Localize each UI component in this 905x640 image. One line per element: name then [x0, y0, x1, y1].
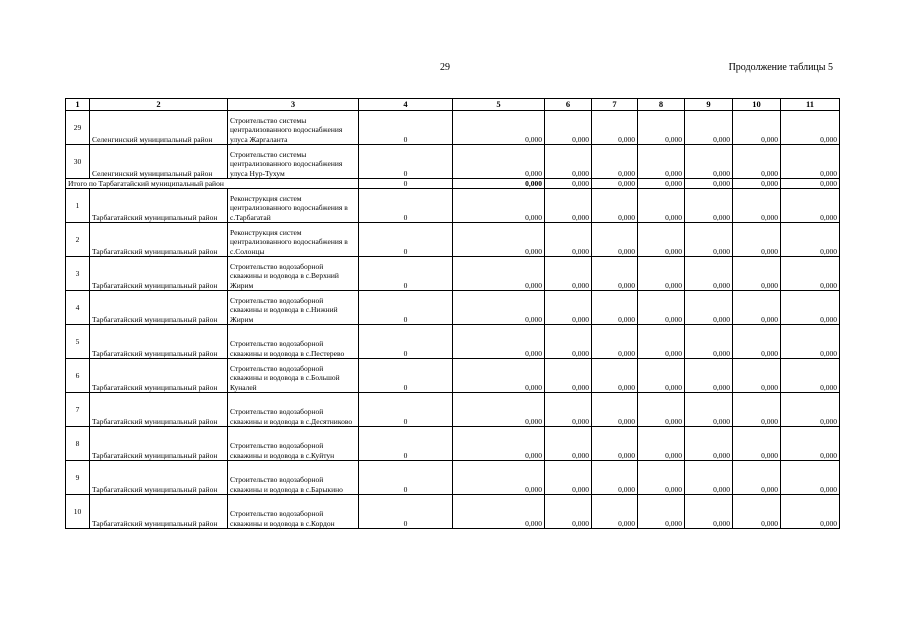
col-header: 6 [545, 99, 592, 111]
table-row [66, 325, 840, 359]
value-cell: 0,000 [453, 325, 545, 359]
value-cell: 0 [359, 111, 453, 145]
value-cell: 0,000 [453, 223, 545, 257]
value-cell: 0,000 [685, 291, 733, 325]
value-cell: 0,000 [733, 223, 781, 257]
value-cell: 0,000 [781, 145, 840, 179]
total-value-cell: 0,000 [638, 179, 685, 189]
project-cell: Строительство водозаборной скважины и водовода в с.Барыкино [228, 461, 359, 495]
value-cell: 0,000 [685, 427, 733, 461]
value-cell: 0,000 [638, 359, 685, 393]
project-cell: Реконструкция систем централизованного водоснабжения в с.Тарбагатай [228, 189, 359, 223]
project-cell: Строительство водозаборной скважины и водовода в с.Большой Куналей [228, 359, 359, 393]
value-cell: 0 [359, 325, 453, 359]
value-cell: 0,000 [685, 325, 733, 359]
table-continuation-label: Продолжение таблицы 5 [728, 62, 833, 73]
value-cell: 0,000 [685, 189, 733, 223]
value-cell: 0,000 [638, 291, 685, 325]
value-cell: 0,000 [545, 111, 592, 145]
row-number-cell: 9 [66, 461, 90, 495]
value-cell: 0,000 [638, 393, 685, 427]
district-cell: Тарбагатайский муниципальный район [90, 495, 228, 529]
value-cell: 0,000 [453, 257, 545, 291]
district-cell: Селенгинский муниципальный район [90, 111, 228, 145]
value-cell: 0,000 [592, 461, 638, 495]
table-row [66, 223, 840, 257]
value-cell: 0,000 [781, 427, 840, 461]
value-cell: 0,000 [453, 111, 545, 145]
value-cell: 0,000 [453, 495, 545, 529]
district-cell: Тарбагатайский муниципальный район [90, 223, 228, 257]
value-cell: 0,000 [733, 495, 781, 529]
value-cell: 0,000 [545, 461, 592, 495]
table-row [66, 257, 840, 291]
value-cell: 0,000 [638, 223, 685, 257]
value-cell: 0 [359, 223, 453, 257]
value-cell: 0,000 [781, 393, 840, 427]
value-cell: 0,000 [592, 427, 638, 461]
total-value-cell: 0,000 [592, 179, 638, 189]
value-cell: 0,000 [545, 495, 592, 529]
project-cell: Строительство водозаборной скважины и водовода в с.Куйтун [228, 427, 359, 461]
value-cell: 0 [359, 427, 453, 461]
value-cell: 0,000 [638, 111, 685, 145]
total-label: Итого по Тарбагатайский муниципальный район [66, 179, 359, 189]
value-cell: 0,000 [685, 495, 733, 529]
row-number-cell: 3 [66, 257, 90, 291]
row-number-cell: 6 [66, 359, 90, 393]
value-cell: 0,000 [733, 393, 781, 427]
value-cell: 0,000 [545, 359, 592, 393]
total-value-cell: 0,000 [453, 179, 545, 189]
district-cell: Тарбагатайский муниципальный район [90, 461, 228, 495]
table-row [66, 427, 840, 461]
col-header: 9 [685, 99, 733, 111]
value-cell: 0,000 [781, 111, 840, 145]
district-cell: Тарбагатайский муниципальный район [90, 291, 228, 325]
project-cell: Строительство системы централизованного водоснабжения улуса Жаргаланта [228, 111, 359, 145]
value-cell: 0,000 [453, 359, 545, 393]
value-cell: 0,000 [453, 291, 545, 325]
value-cell: 0,000 [733, 325, 781, 359]
value-cell: 0,000 [638, 461, 685, 495]
value-cell: 0,000 [781, 461, 840, 495]
value-cell: 0,000 [638, 325, 685, 359]
value-cell: 0,000 [781, 325, 840, 359]
project-cell: Строительство водозаборной скважины и водовода в с.Пестерево [228, 325, 359, 359]
district-cell: Тарбагатайский муниципальный район [90, 427, 228, 461]
project-cell: Строительство водозаборной скважины и водовода в с.Нижний Жирим [228, 291, 359, 325]
project-cell: Строительство водозаборной скважины и водовода в с.Десятниково [228, 393, 359, 427]
value-cell: 0,000 [781, 189, 840, 223]
value-cell: 0,000 [545, 223, 592, 257]
value-cell: 0 [359, 291, 453, 325]
project-cell: Строительство водозаборной скважины и водовода в с.Кордон [228, 495, 359, 529]
value-cell: 0,000 [453, 145, 545, 179]
value-cell: 0,000 [781, 291, 840, 325]
data-table [65, 98, 840, 529]
value-cell: 0 [359, 359, 453, 393]
value-cell: 0,000 [638, 495, 685, 529]
value-cell: 0,000 [592, 111, 638, 145]
row-number-cell: 8 [66, 427, 90, 461]
value-cell: 0,000 [592, 495, 638, 529]
value-cell: 0,000 [545, 427, 592, 461]
value-cell: 0,000 [592, 145, 638, 179]
value-cell: 0,000 [685, 145, 733, 179]
value-cell: 0,000 [638, 189, 685, 223]
col-header: 10 [733, 99, 781, 111]
row-number-cell: 30 [66, 145, 90, 179]
value-cell: 0,000 [545, 325, 592, 359]
value-cell: 0,000 [781, 257, 840, 291]
value-cell: 0,000 [545, 189, 592, 223]
value-cell: 0,000 [733, 427, 781, 461]
value-cell: 0,000 [733, 189, 781, 223]
col-header: 7 [592, 99, 638, 111]
project-cell: Реконструкция систем централизованного водоснабжения в с.Солонцы [228, 223, 359, 257]
value-cell: 0,000 [638, 427, 685, 461]
total-value-cell: 0 [359, 179, 453, 189]
row-number-cell: 29 [66, 111, 90, 145]
value-cell: 0,000 [545, 257, 592, 291]
value-cell: 0,000 [453, 393, 545, 427]
value-cell: 0 [359, 145, 453, 179]
value-cell: 0,000 [545, 393, 592, 427]
row-number-cell: 10 [66, 495, 90, 529]
col-header: 5 [453, 99, 545, 111]
col-header: 2 [90, 99, 228, 111]
district-cell: Тарбагатайский муниципальный район [90, 359, 228, 393]
value-cell: 0 [359, 495, 453, 529]
value-cell: 0 [359, 257, 453, 291]
total-value-cell: 0,000 [733, 179, 781, 189]
district-cell: Тарбагатайский муниципальный район [90, 325, 228, 359]
value-cell: 0,000 [592, 359, 638, 393]
value-cell: 0,000 [733, 359, 781, 393]
value-cell: 0,000 [733, 461, 781, 495]
page-number: 29 [440, 62, 450, 73]
row-number-cell: 4 [66, 291, 90, 325]
value-cell: 0 [359, 393, 453, 427]
value-cell: 0,000 [685, 461, 733, 495]
col-header: 11 [781, 99, 840, 111]
total-row [66, 179, 840, 189]
value-cell: 0,000 [592, 393, 638, 427]
row-number-cell: 7 [66, 393, 90, 427]
district-cell: Тарбагатайский муниципальный район [90, 257, 228, 291]
value-cell: 0,000 [592, 291, 638, 325]
value-cell: 0,000 [781, 359, 840, 393]
value-cell: 0,000 [685, 111, 733, 145]
value-cell: 0,000 [592, 325, 638, 359]
value-cell: 0,000 [733, 291, 781, 325]
value-cell: 0,000 [733, 257, 781, 291]
value-cell: 0 [359, 189, 453, 223]
table-row [66, 393, 840, 427]
table-row [66, 111, 840, 145]
value-cell: 0,000 [685, 257, 733, 291]
total-value-cell: 0,000 [545, 179, 592, 189]
project-cell: Строительство системы централизованного водоснабжения улуса Нур-Тухум [228, 145, 359, 179]
value-cell: 0,000 [592, 257, 638, 291]
value-cell: 0,000 [685, 393, 733, 427]
row-number-cell: 5 [66, 325, 90, 359]
value-cell: 0,000 [545, 145, 592, 179]
table-row [66, 291, 840, 325]
district-cell: Тарбагатайский муниципальный район [90, 189, 228, 223]
value-cell: 0,000 [781, 223, 840, 257]
value-cell: 0,000 [733, 111, 781, 145]
value-cell: 0,000 [638, 257, 685, 291]
value-cell: 0,000 [685, 359, 733, 393]
table-row [66, 189, 840, 223]
project-cell: Строительство водозаборной скважины и водовода в с.Верхний Жирим [228, 257, 359, 291]
value-cell: 0,000 [453, 189, 545, 223]
row-number-cell: 1 [66, 189, 90, 223]
table-row [66, 461, 840, 495]
value-cell: 0,000 [453, 427, 545, 461]
value-cell: 0,000 [453, 461, 545, 495]
col-header: 3 [228, 99, 359, 111]
table-row [66, 145, 840, 179]
value-cell: 0 [359, 461, 453, 495]
value-cell: 0,000 [781, 495, 840, 529]
value-cell: 0,000 [733, 145, 781, 179]
table-row [66, 359, 840, 393]
header-row [66, 99, 840, 111]
total-value-cell: 0,000 [781, 179, 840, 189]
row-number-cell: 2 [66, 223, 90, 257]
col-header: 4 [359, 99, 453, 111]
table-row [66, 495, 840, 529]
total-value-cell: 0,000 [685, 179, 733, 189]
col-header: 1 [66, 99, 90, 111]
value-cell: 0,000 [545, 291, 592, 325]
value-cell: 0,000 [638, 145, 685, 179]
value-cell: 0,000 [592, 223, 638, 257]
value-cell: 0,000 [592, 189, 638, 223]
district-cell: Селенгинский муниципальный район [90, 145, 228, 179]
col-header: 8 [638, 99, 685, 111]
value-cell: 0,000 [685, 223, 733, 257]
district-cell: Тарбагатайский муниципальный район [90, 393, 228, 427]
